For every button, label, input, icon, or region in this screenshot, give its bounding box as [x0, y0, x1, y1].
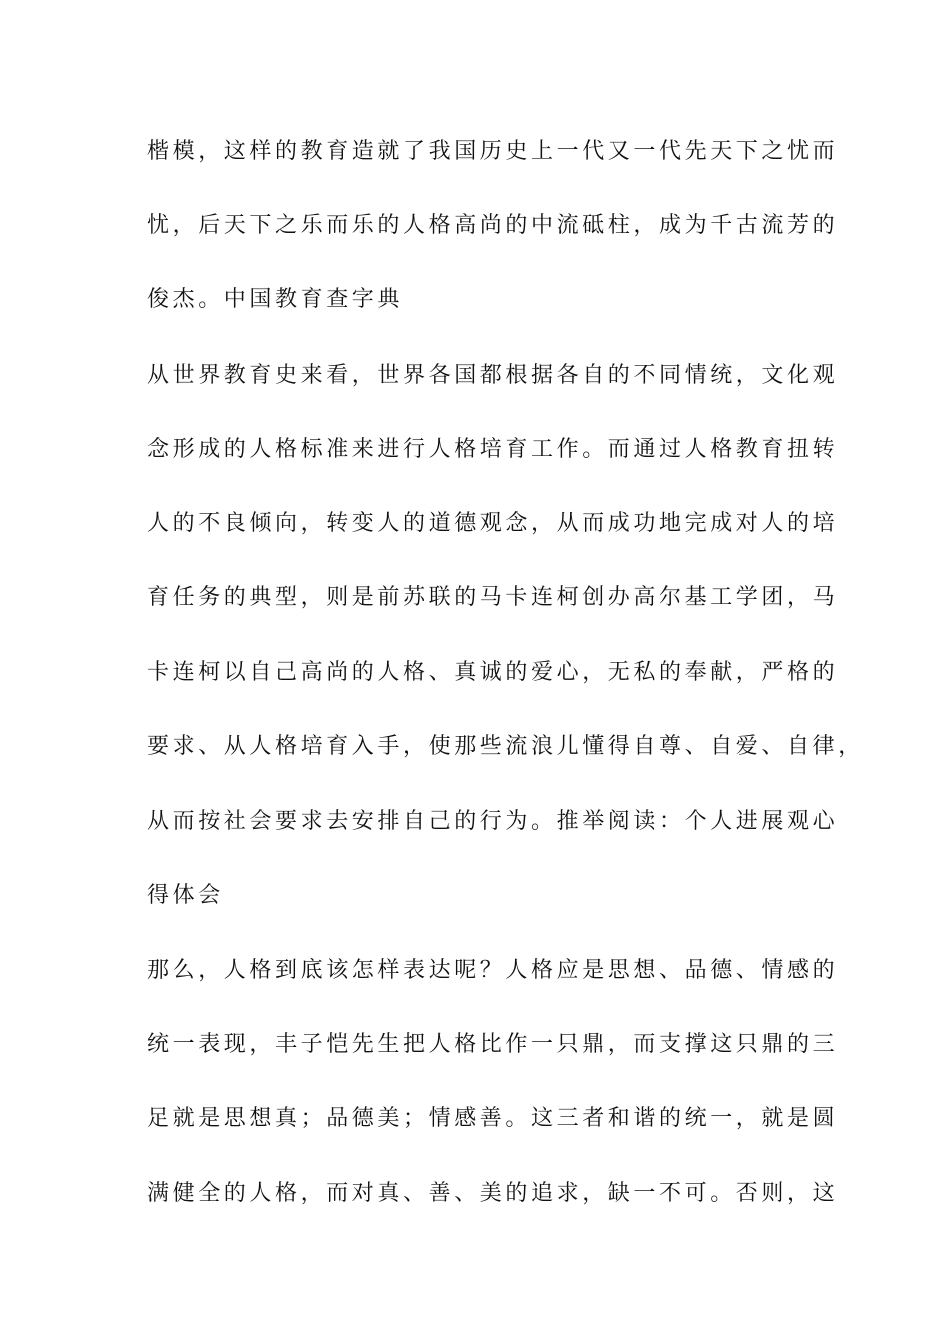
text-line: 要求、从人格培育入手，使那些流浪儿懂得自尊、自爱、自律， — [147, 734, 864, 759]
text-line: 从而按社会要求去安排自己的行为。推举阅读：个人进展观心 — [147, 809, 839, 834]
text-line: 满健全的人格，而对真、善、美的追求，缺一不可。否则，这 — [147, 1181, 839, 1206]
text-line: 足就是思想真；品德美；情感善。这三者和谐的统一，就是圆 — [147, 1106, 839, 1131]
text-line: 育任务的典型，则是前苏联的马卡连柯创办高尔基工学团，马 — [147, 585, 839, 610]
text-line: 人的不良倾向，转变人的道德观念，从而成功地完成对人的培 — [147, 511, 839, 536]
text-line: 俊杰。中国教育查字典 — [147, 287, 404, 312]
text-line: 楷模，这样的教育造就了我国历史上一代又一代先天下之忧而 — [147, 139, 839, 164]
text-line: 从世界教育史来看，世界各国都根据各自的不同情统，文化观 — [147, 363, 839, 388]
text-line: 得体会 — [147, 883, 224, 908]
text-line: 卡连柯以自己高尚的人格、真诚的爱心，无私的奉献，严格的 — [147, 660, 839, 685]
text-line: 念形成的人格标准来进行人格培育工作。而通过人格教育扭转 — [147, 437, 839, 462]
text-line: 忧，后天下之乐而乐的人格高尚的中流砥柱，成为千古流芳的 — [147, 213, 839, 238]
text-line: 统一表现，丰子恺先生把人格比作一只鼎，而支撑这只鼎的三 — [147, 1032, 839, 1057]
text-line: 那么，人格到底该怎样表达呢？人格应是思想、品德、情感的 — [147, 958, 839, 983]
